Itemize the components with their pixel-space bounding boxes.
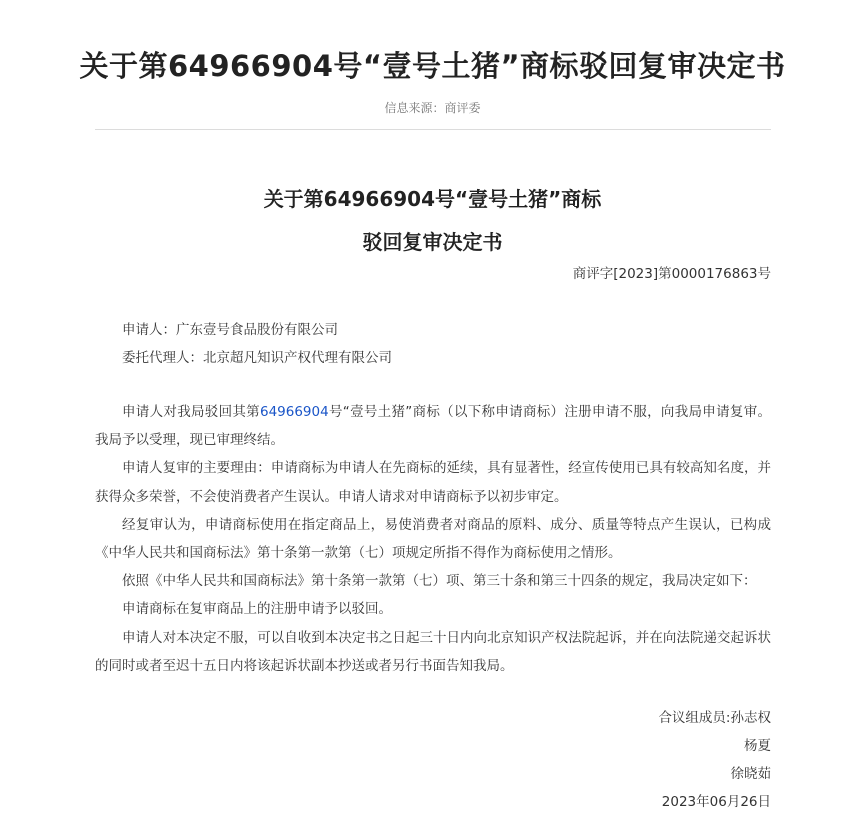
paragraph-2: 申请人复审的主要理由：申请商标为申请人在先商标的延续，具有显著性，经宣传使用已具有较高知名度，并获得众多荣誉，不会使消费者产生误认。申请人请求对申请商标予以初步审定。: [95, 460, 771, 505]
document-title-line-1: 关于第64966904号“壹号土猪”商标: [263, 187, 602, 211]
panel-members: 合议组成员:孙志权: [658, 710, 771, 726]
paragraph-6: 申请人对本决定不服，可以自收到本决定书之日起三十日内向北京知识产权法院起诉，并在向法院递交起诉状的同时或者至迟十五日内将该起诉状副本抄送或者另行书面告知我局。: [95, 629, 771, 674]
decision-body: [95, 398, 771, 680]
paragraph-1: [95, 398, 771, 454]
reference-number: 商评字[2023]第0000176863号: [572, 266, 771, 282]
panel-member-3: 徐晓茹: [730, 766, 771, 782]
trademark-number-link[interactable]: 64966904: [259, 404, 329, 420]
paragraph-1-start: 申请人对我局驳回其第: [122, 404, 260, 420]
paragraph-1-end: 号“壹号土猪”商标（以下称申请商标）注册申请不服，向我局申请复审。我局予以受理，现已审理终结。: [95, 404, 771, 449]
decision-date: 2023年06月26日: [661, 794, 771, 810]
agent: 委托代理人：北京超凡知识产权代理有限公司: [122, 350, 392, 366]
document-title-line-2: 驳回复审决定书: [362, 230, 503, 254]
paragraph-3: 经复审认为，申请商标使用在指定商品上，易使消费者对商品的原料、成分、质量等特点产生误认，已构成《中华人民共和国商标法》第十条第一款第（七）项规定所指不得作为商标使用之情形。: [95, 516, 771, 562]
page-title: 关于第64966904号“壹号土猪”商标驳回复审决定书: [79, 49, 786, 83]
divider: [95, 129, 771, 130]
info-source: 信息来源：商评委: [384, 101, 481, 115]
paragraph-4: 依照《中华人民共和国商标法》第十条第一款第（七）项、第三十条和第三十四条的规定，我局决定如下：: [122, 573, 757, 590]
paragraph-5: 申请商标在复审商品上的注册申请予以驳回。: [122, 601, 392, 618]
panel-member-2: 杨夏: [744, 738, 771, 754]
applicant: 申请人：广东壹号食品股份有限公司: [122, 322, 338, 338]
